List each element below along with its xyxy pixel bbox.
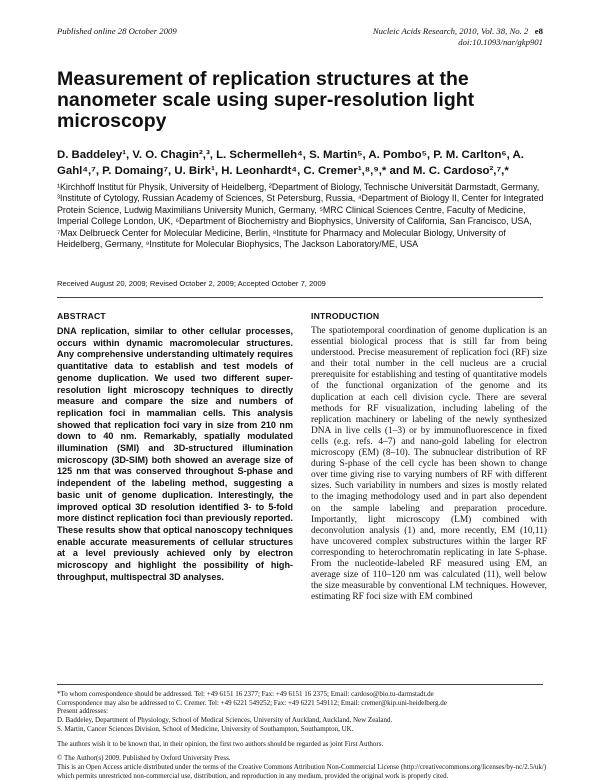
present-address-2: S. Martin, Cancer Sciences Division, School of Medicine, University of Southampton, Southampton, UK.	[57, 724, 354, 733]
introduction-section	[311, 311, 547, 603]
introduction-heading: INTRODUCTION	[311, 311, 380, 321]
present-address-1: D. Baddeley, Department of Physiology, School of Medical Sciences, University of Auckland, Auckland, New Zealand.	[57, 716, 393, 725]
author-list: D. Baddeley¹, V. O. Chagin²,³, L. Schermelleh⁴, S. Martin⁵, A. Pombo⁵, P. M. Carlton⁶, A. Gahl⁴,⁷, P. Domaing⁷, U. Birk¹, H. Leonhardt⁴, C. Cremer¹,⁸,⁹,* and M. C. Cardoso²,⁷,*	[57, 149, 524, 177]
journal-name: Nucleic Acids Research, 2010, Vol. 38, No. 2	[372, 26, 529, 36]
joint-authors-note: The authors wish it to be known that, in their opinion, the first two authors should be regarded as joint First Authors.	[57, 739, 384, 748]
received-dates: Received August 20, 2009; Revised October 2, 2009; Accepted October 7, 2009	[57, 279, 326, 288]
doi: doi:10.1093/nar/gkp901	[458, 37, 543, 47]
correspondence-1: *To whom correspondence should be addressed. Tel: +49 6151 16 2377; Fax: +49 6151 16 2375; Email: cardoso@bio.tu-darmstadt.de	[57, 690, 434, 698]
journal-citation	[373, 26, 543, 48]
article-title: Measurement of replication structures at the nanometer scale using super-resolution light microscopy	[57, 68, 475, 132]
divider-footnotes	[57, 684, 543, 685]
introduction-text: The spatiotemporal coordination of genome duplication is an essential biological process that is still far from being understood. Precise measurement of replication foci (RF) size and their total number in the cell nucleus are a crucial prerequisite for establishing and testing of quantitative models of the functional organization of the genome and its duplication at each cell division cycle. There are several methods for RF visualization, including labeling of the replication machinery or labeling of the newly synthesized DNA in live cells (1–3) or by immunofluorescence in fixed cells (e.g. refs. 4–7) and nano-gold labeling for electron microscopy (EM) (8–10). The subnuclear distribution of RF during S-phase of the cell cycle has been shown to change over time giving rise to varying numbers of RF with different sizes. Such variability in numbers and sizes is mostly related to the imaging methodology used and in part also dependent on the sample labeling and preparation procedure. Importantly, light microscopy (LM) combined with deconvolution analysis (1) and, more recently, EM (10,11) have uncovered complex substructures within the larger RF corresponding to heterochromatin replicating in late S-phase. From the nucleotide-labeled RF measured using EM, an average size of 110–120 nm was calculated (11), well below the size measurable by conventional LM techniques. However, estimating RF foci size with EM combined	[311, 326, 547, 603]
correspondence-2: Correspondence may also be addressed to C. Cremer. Tel: +49 6221 549252; Fax: +49 6221 549112; Email: cremer@kip.uni-heidelberg.de	[57, 698, 447, 707]
abstract-section	[57, 311, 293, 583]
present-addresses-label: Present addresses:	[57, 707, 109, 716]
article-id: e8	[534, 26, 543, 36]
published-date: Published online 28 October 2009	[57, 26, 177, 36]
copyright: © The Author(s) 2009. Published by Oxford University Press.	[57, 754, 231, 763]
divider-top	[57, 297, 543, 298]
affiliations: ¹Kirchhoff Institut für Physik, University of Heidelberg, ²Department of Biology, Technische Universität Darmstadt, Germany, ³Institute of Cytology, Russian Academy of Sciences, St Petersburg, Russia, ⁴Department of Biology II, Center for Integrated Protein Science, Ludwig Maximilians University Munich, Germany, ⁵MRC Clinical Sciences Centre, Faculty of Medicine, Imperial College London, UK, ⁶Department of Biochemistry and Biophysics, University of California, San Francisco, USA, ⁷Max Delbrueck Center for Molecular Medicine, Berlin, ⁸Institute for Pharmacy and Molecular Biology, University of Heidelberg, Germany, ⁹Institute for Molecular Biophysics, The Jackson Laboratory/ME, USA	[57, 182, 544, 250]
abstract-heading: ABSTRACT	[57, 311, 106, 321]
license: This is an Open Access article distributed under the terms of the Creative Commons Attribution Non-Commercial License (http://creativecommons.org/licenses/by-nc/2.5/uk/) which permits unrestricted non-commercial use, distribution, and reproduction in any medium, provided the original work is properly cited.	[57, 762, 547, 780]
footnotes	[57, 690, 547, 780]
abstract-text: DNA replication, similar to other cellular processes, occurs within dynamic macromolecular structures. Any comprehensive understanding ultimately requires quantitative data to establish and test models of genome duplication. We used two different super-resolution light microscopy techniques to directly measure and compare the size and numbers of replication foci in mammalian cells. This analysis showed that replication foci vary in size from 210 nm down to 40 nm. Remarkably, spatially modulated illumination (SMI) and 3D-structured illumination microscopy (3D-SIM) both showed an average size of 125 nm that was conserved throughout S-phase and independent of the labeling method, suggesting a basic unit of genome duplication. Interestingly, the improved optical 3D resolution identified 3- to 5-fold more distinct replication foci than previously reported. These results show that optical nanoscopy techniques enable accurate measurements of cellular structures at a level previously achieved only by electron microscopy and highlight the possibility of high-throughput, multispectral 3D analyses.	[57, 326, 293, 582]
